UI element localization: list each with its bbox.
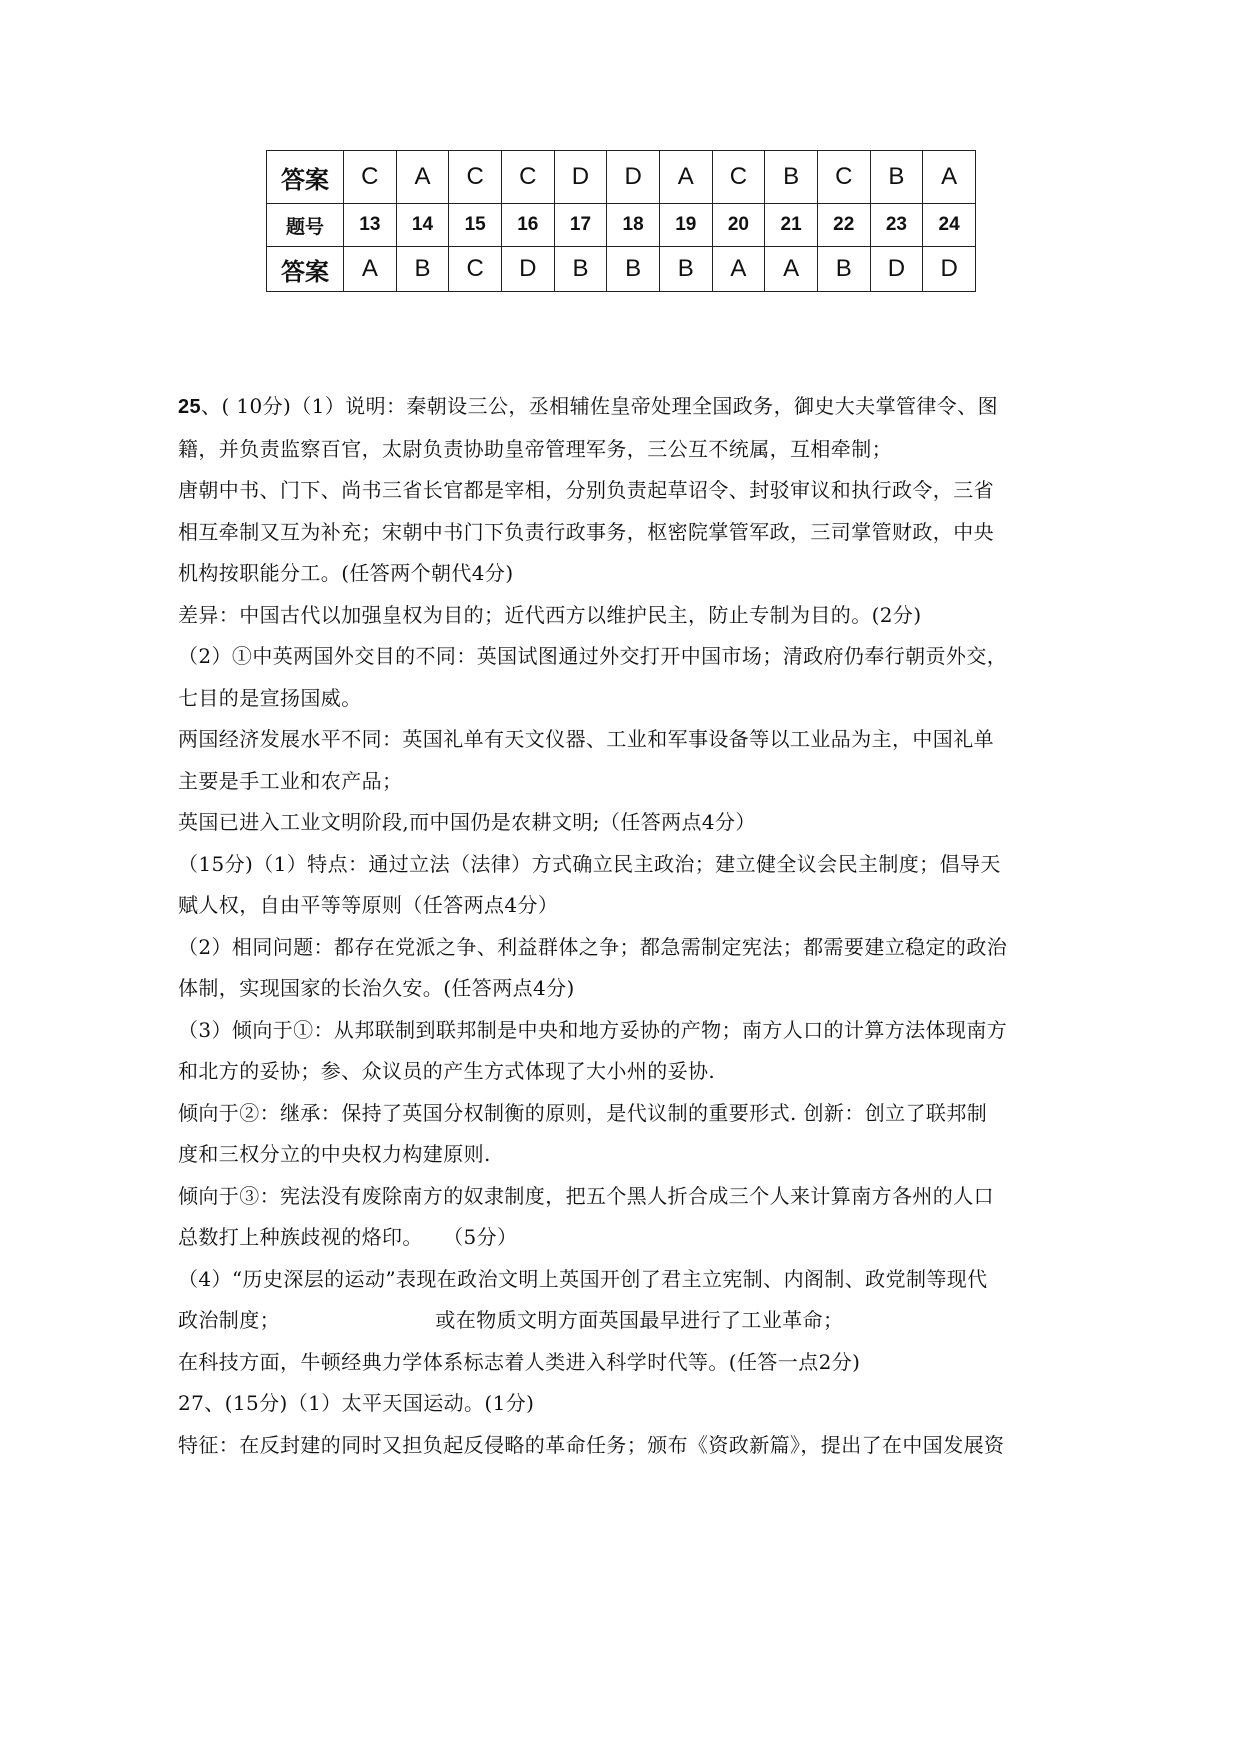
answer-cell: B xyxy=(554,247,607,292)
text-line: 倾向于②：继承：保持了英国分权制衡的原则，是代议制的重要形式. 创新：创立了联邦制 xyxy=(178,1100,988,1125)
answer-cell: D xyxy=(554,151,607,204)
answer-cell: A xyxy=(923,151,976,204)
text-line: 唐朝中书、门下、尚书三省长官都是宰相，分别负责起草诏令、封驳审议和执行政令，三省 xyxy=(178,478,994,502)
answer-cell: A xyxy=(396,151,449,204)
text-line: 两国经济发展水平不同：英国礼单有天文仪器、工业和军事设备等以工业品为主，中国礼单 xyxy=(178,727,994,751)
number-cell: 21 xyxy=(765,204,818,247)
text-line: 度和三权分立的中央权力构建原则. xyxy=(178,1142,491,1166)
number-cell: 22 xyxy=(817,204,870,247)
answer-cell: D xyxy=(501,247,554,292)
answer-cell: C xyxy=(712,151,765,204)
text-line: 七目的是宣扬国威。 xyxy=(178,685,362,710)
answer-cell: C xyxy=(449,247,502,292)
answer-cell: C xyxy=(501,151,554,204)
text-line: 赋人权，自由平等等原则（任答两点4分） xyxy=(178,893,559,917)
number-cell: 17 xyxy=(554,204,607,247)
number-cell: 19 xyxy=(659,204,712,247)
number-cell: 23 xyxy=(870,204,923,247)
answer-row-2 xyxy=(267,247,976,292)
question-number: 25 xyxy=(178,396,202,418)
answer-cell: B xyxy=(659,247,712,292)
row-header: 答案 xyxy=(267,247,344,292)
answer-cell: A xyxy=(344,247,397,292)
number-cell: 18 xyxy=(607,204,660,247)
text-line: 特征：在反封建的同时又担负起反侵略的革命任务；颁布《资政新篇》，提出了在中国发展资 xyxy=(178,1432,1005,1457)
text-line: 27、(15分)（1）太平天国运动。(1分) xyxy=(178,1391,535,1415)
text-line: 英国已进入工业文明阶段,而中国仍是农耕文明;（任答两点4分） xyxy=(178,810,756,834)
answer-cell: B xyxy=(607,247,660,292)
text-line: 相互牵制又互为补充；宋朝中书门下负责行政事务，枢密院掌管军政，三司掌管财政，中央 xyxy=(178,519,994,544)
number-cell: 15 xyxy=(449,204,502,247)
number-cell: 16 xyxy=(501,204,554,247)
answer-row-1 xyxy=(267,151,976,204)
text-line: 和北方的妥协；参、众议员的产生方式体现了大小州的妥协. xyxy=(178,1059,716,1083)
number-cell: 13 xyxy=(344,204,397,247)
question-number-row xyxy=(267,204,976,247)
text-line: 在科技方面，牛顿经典力学体系标志着人类进入科学时代等。(任答一点2分) xyxy=(178,1349,861,1374)
text-line: （4）“历史深层的运动”表现在政治文明上英国开创了君主立宪制、内阁制、政党制等现代 xyxy=(178,1266,988,1291)
text-line: 总数打上种族歧视的烙印。 （5分） xyxy=(178,1225,518,1249)
row-header: 答案 xyxy=(267,151,344,204)
text-line: （15分)（1）特点：通过立法（法律）方式确立民主政治；建立健全议会民主制度；倡导天 xyxy=(178,851,1001,876)
text-line: （2）相同问题：都存在党派之争、利益群体之争；都急需制定宪法；都需要建立稳定的政治 xyxy=(178,934,1008,959)
text-line: 倾向于③：宪法没有废除南方的奴隶制度，把五个黑人折合成三个人来计算南方各州的人口 xyxy=(178,1183,994,1208)
text-line: 差异：中国古代以加强皇权为目的；近代西方以维护民主，防止专制为目的。(2分) xyxy=(178,602,922,627)
answer-text-body xyxy=(178,386,1078,1466)
answer-cell: D xyxy=(607,151,660,204)
answer-cell: B xyxy=(765,151,818,204)
answer-table xyxy=(266,150,976,292)
number-cell: 24 xyxy=(923,204,976,247)
text-line: （3）倾向于①：从邦联制到联邦制是中央和地方妥协的产物；南方人口的计算方法体现南方 xyxy=(178,1017,1008,1042)
answer-cell: C xyxy=(344,151,397,204)
text-line: （2）①中英两国外交目的不同：英国试图通过外交打开中国市场；清政府仍奉行朝贡外交， xyxy=(178,644,1008,668)
text-line: 籍，并负责监察百官，太尉负责协助皇帝管理军务，三公互不统属，互相牵制； xyxy=(178,436,892,461)
answer-cell: B xyxy=(396,247,449,292)
answer-cell: D xyxy=(923,247,976,292)
text-line: 政治制度； 或在物质文明方面英国最早进行了工业革命； xyxy=(178,1308,844,1332)
text-line: 体制，实现国家的长治久安。(任答两点4分) xyxy=(178,976,575,1000)
answer-cell: A xyxy=(659,151,712,204)
answer-cell: A xyxy=(712,247,765,292)
answer-cell: C xyxy=(817,151,870,204)
answer-cell: C xyxy=(449,151,502,204)
text-line: 机构按职能分工。(任答两个朝代4分) xyxy=(178,561,514,585)
answer-cell: A xyxy=(765,247,818,292)
text-line: 主要是手工业和农产品； xyxy=(178,768,403,793)
text-line: 25、( 10分)（1）说明：秦朝设三公，丞相辅佐皇帝处理全国政务，御史大夫掌管律令、图 xyxy=(178,394,998,418)
answer-cell: B xyxy=(870,151,923,204)
answer-cell: B xyxy=(817,247,870,292)
number-cell: 14 xyxy=(396,204,449,247)
number-cell: 20 xyxy=(712,204,765,247)
answer-cell: D xyxy=(870,247,923,292)
row-header: 题号 xyxy=(267,204,344,247)
